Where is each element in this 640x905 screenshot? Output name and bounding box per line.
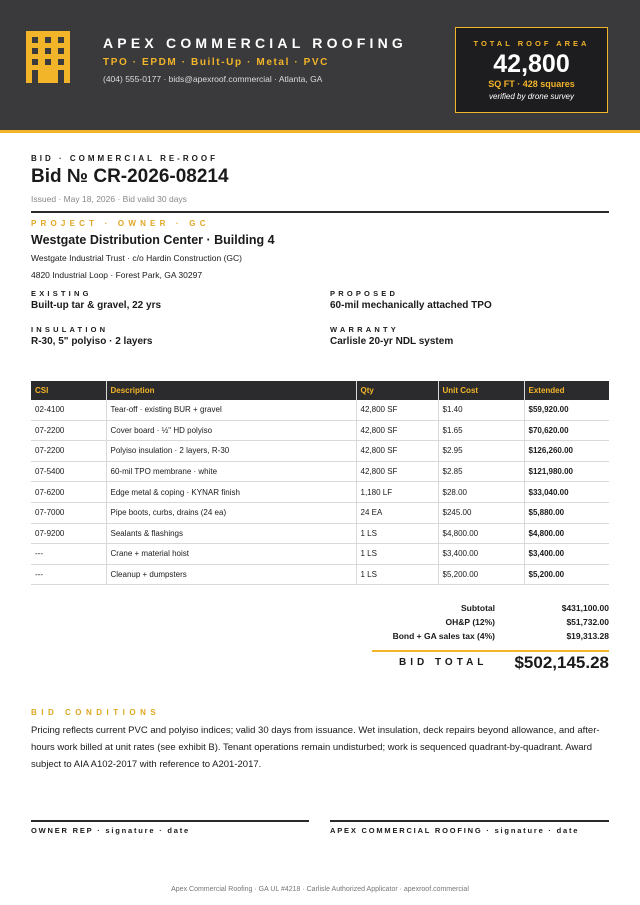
- table-header-row: [31, 381, 609, 400]
- cell-qty: 42,800 SF: [356, 461, 438, 482]
- cell-description: 60-mil TPO membrane · white: [106, 461, 356, 482]
- cell-unit-cost: $1.65: [438, 420, 524, 441]
- tax-label: Bond + GA sales tax (4%): [392, 631, 495, 641]
- cell-csi: 07-9200: [31, 523, 106, 544]
- bid-title: Bid № CR-2026-08214: [31, 166, 229, 187]
- conditions-heading: BID CONDITIONS: [31, 708, 161, 717]
- total-divider: [372, 650, 609, 652]
- cell-extended: $5,880.00: [524, 502, 609, 523]
- letterhead: [0, 0, 640, 133]
- project-name: Westgate Distribution Center · Building 4: [31, 233, 275, 247]
- proposed-label: PROPOSED: [330, 289, 399, 298]
- cell-unit-cost: $2.85: [438, 461, 524, 482]
- insulation-value: R-30, 5" polyiso · 2 layers: [31, 336, 153, 347]
- cell-extended: $3,400.00: [524, 544, 609, 565]
- proposed-value: 60-mil mechanically attached TPO: [330, 300, 492, 311]
- owner-signature-line: [31, 820, 309, 822]
- cell-qty: 1 LS: [356, 544, 438, 565]
- table-row: [31, 441, 609, 462]
- cell-csi: 07-6200: [31, 482, 106, 503]
- cell-description: Edge metal & coping · KYNAR finish: [106, 482, 356, 503]
- column-header: Description: [106, 381, 356, 400]
- cell-qty: 1 LS: [356, 564, 438, 585]
- cell-qty: 42,800 SF: [356, 441, 438, 462]
- cell-qty: 1 LS: [356, 523, 438, 544]
- roof-area-value: 42,800: [493, 50, 570, 78]
- warranty-value: Carlisle 20-yr NDL system: [330, 336, 454, 347]
- cell-csi: ---: [31, 564, 106, 585]
- cell-extended: $4,800.00: [524, 523, 609, 544]
- project-owner: Westgate Industrial Trust · c/o Hardin Construction (GC): [31, 253, 243, 263]
- cell-extended: $5,200.00: [524, 564, 609, 585]
- table-row: [31, 544, 609, 565]
- warranty-label: WARRANTY: [330, 325, 399, 334]
- bid-total-label: BID TOTAL: [399, 657, 488, 668]
- roof-area-box: [455, 27, 608, 113]
- insulation-label: INSULATION: [31, 325, 109, 334]
- cell-qty: 42,800 SF: [356, 420, 438, 441]
- roof-area-note: verified by drone survey: [489, 92, 574, 101]
- table-row: [31, 502, 609, 523]
- cell-description: Pipe boots, curbs, drains (24 ea): [106, 502, 356, 523]
- cell-csi: 02-4100: [31, 400, 106, 420]
- cell-unit-cost: $245.00: [438, 502, 524, 523]
- cell-csi: 07-2200: [31, 441, 106, 462]
- cell-qty: 42,800 SF: [356, 400, 438, 420]
- cell-unit-cost: $2.95: [438, 441, 524, 462]
- cell-description: Crane + material hoist: [106, 544, 356, 565]
- cell-unit-cost: $28.00: [438, 482, 524, 503]
- company-contact: (404) 555-0177 · bids@apexroof.commercial · Atlanta, GA: [103, 74, 323, 84]
- existing-value: Built-up tar & gravel, 22 yrs: [31, 300, 162, 311]
- cell-unit-cost: $3,400.00: [438, 544, 524, 565]
- cell-csi: 07-2200: [31, 420, 106, 441]
- bid-total-value: $502,145.28: [514, 653, 609, 672]
- cell-extended: $33,040.00: [524, 482, 609, 503]
- cell-unit-cost: $4,800.00: [438, 523, 524, 544]
- project-eyebrow: PROJECT · OWNER · GC: [31, 219, 210, 228]
- bid-issued: Issued · May 18, 2026 · Bid valid 30 days: [31, 194, 187, 204]
- table-row: [31, 564, 609, 585]
- table-row: [31, 461, 609, 482]
- column-header: Extended: [524, 381, 609, 400]
- cell-extended: $121,980.00: [524, 461, 609, 482]
- line-items-table: [31, 381, 609, 585]
- company-name: APEX COMMERCIAL ROOFING: [103, 35, 408, 51]
- table-row: [31, 420, 609, 441]
- footer: Apex Commercial Roofing · GA UL #4218 · Carlisle Authorized Applicator · apexroof.commercial: [171, 886, 469, 893]
- table-row: [31, 523, 609, 544]
- table-row: [31, 482, 609, 503]
- cell-extended: $59,920.00: [524, 400, 609, 420]
- column-header: Qty: [356, 381, 438, 400]
- bid-eyebrow: BID · COMMERCIAL RE-ROOF: [31, 154, 218, 163]
- contractor-signature-line: [330, 820, 609, 822]
- cell-qty: 24 EA: [356, 502, 438, 523]
- owner-signature-label: OWNER REP · signature · date: [31, 826, 191, 835]
- cell-extended: $126,260.00: [524, 441, 609, 462]
- roof-area-label: TOTAL ROOF AREA: [473, 39, 590, 48]
- column-header: Unit Cost: [438, 381, 524, 400]
- cell-description: Sealants & flashings: [106, 523, 356, 544]
- company-services: TPO · EPDM · Built-Up · Metal · PVC: [103, 57, 329, 68]
- cell-csi: ---: [31, 544, 106, 565]
- cell-description: Cleanup + dumpsters: [106, 564, 356, 585]
- conditions-text: Pricing reflects current PVC and polyiso indices; valid 30 days from issuance. Wet insulation, deck repairs beyond allowance, and after-hours work billed at unit rates (see exhibit B). Tenant operations remain undisturbed; work is sequenced quadrant-by-quadrant. Award subject to AIA A102-2017 with reference to A201-2017.: [31, 725, 600, 770]
- divider: [31, 211, 609, 213]
- column-header: CSI: [31, 381, 106, 400]
- tax-value: $19,313.28: [566, 631, 609, 641]
- cell-unit-cost: $1.40: [438, 400, 524, 420]
- cell-extended: $70,620.00: [524, 420, 609, 441]
- cell-csi: 07-5400: [31, 461, 106, 482]
- ohp-value: $51,732.00: [566, 617, 609, 627]
- table-row: [31, 400, 609, 420]
- contractor-signature-label: APEX COMMERCIAL ROOFING · signature · date: [330, 826, 580, 835]
- cell-description: Polyiso insulation · 2 layers, R-30: [106, 441, 356, 462]
- subtotal-value: $431,100.00: [561, 603, 609, 613]
- subtotal-label: Subtotal: [461, 603, 495, 613]
- project-address: 4820 Industrial Loop · Forest Park, GA 30297: [31, 270, 203, 280]
- cell-description: Cover board · ½" HD polyiso: [106, 420, 356, 441]
- existing-label: EXISTING: [31, 289, 92, 298]
- cell-csi: 07-7000: [31, 502, 106, 523]
- cell-unit-cost: $5,200.00: [438, 564, 524, 585]
- roof-area-unit: SQ FT · 428 squares: [488, 79, 575, 89]
- cell-qty: 1,180 LF: [356, 482, 438, 503]
- ohp-label: OH&P (12%): [445, 617, 495, 627]
- cell-description: Tear-off · existing BUR + gravel: [106, 400, 356, 420]
- building-icon: [26, 31, 70, 83]
